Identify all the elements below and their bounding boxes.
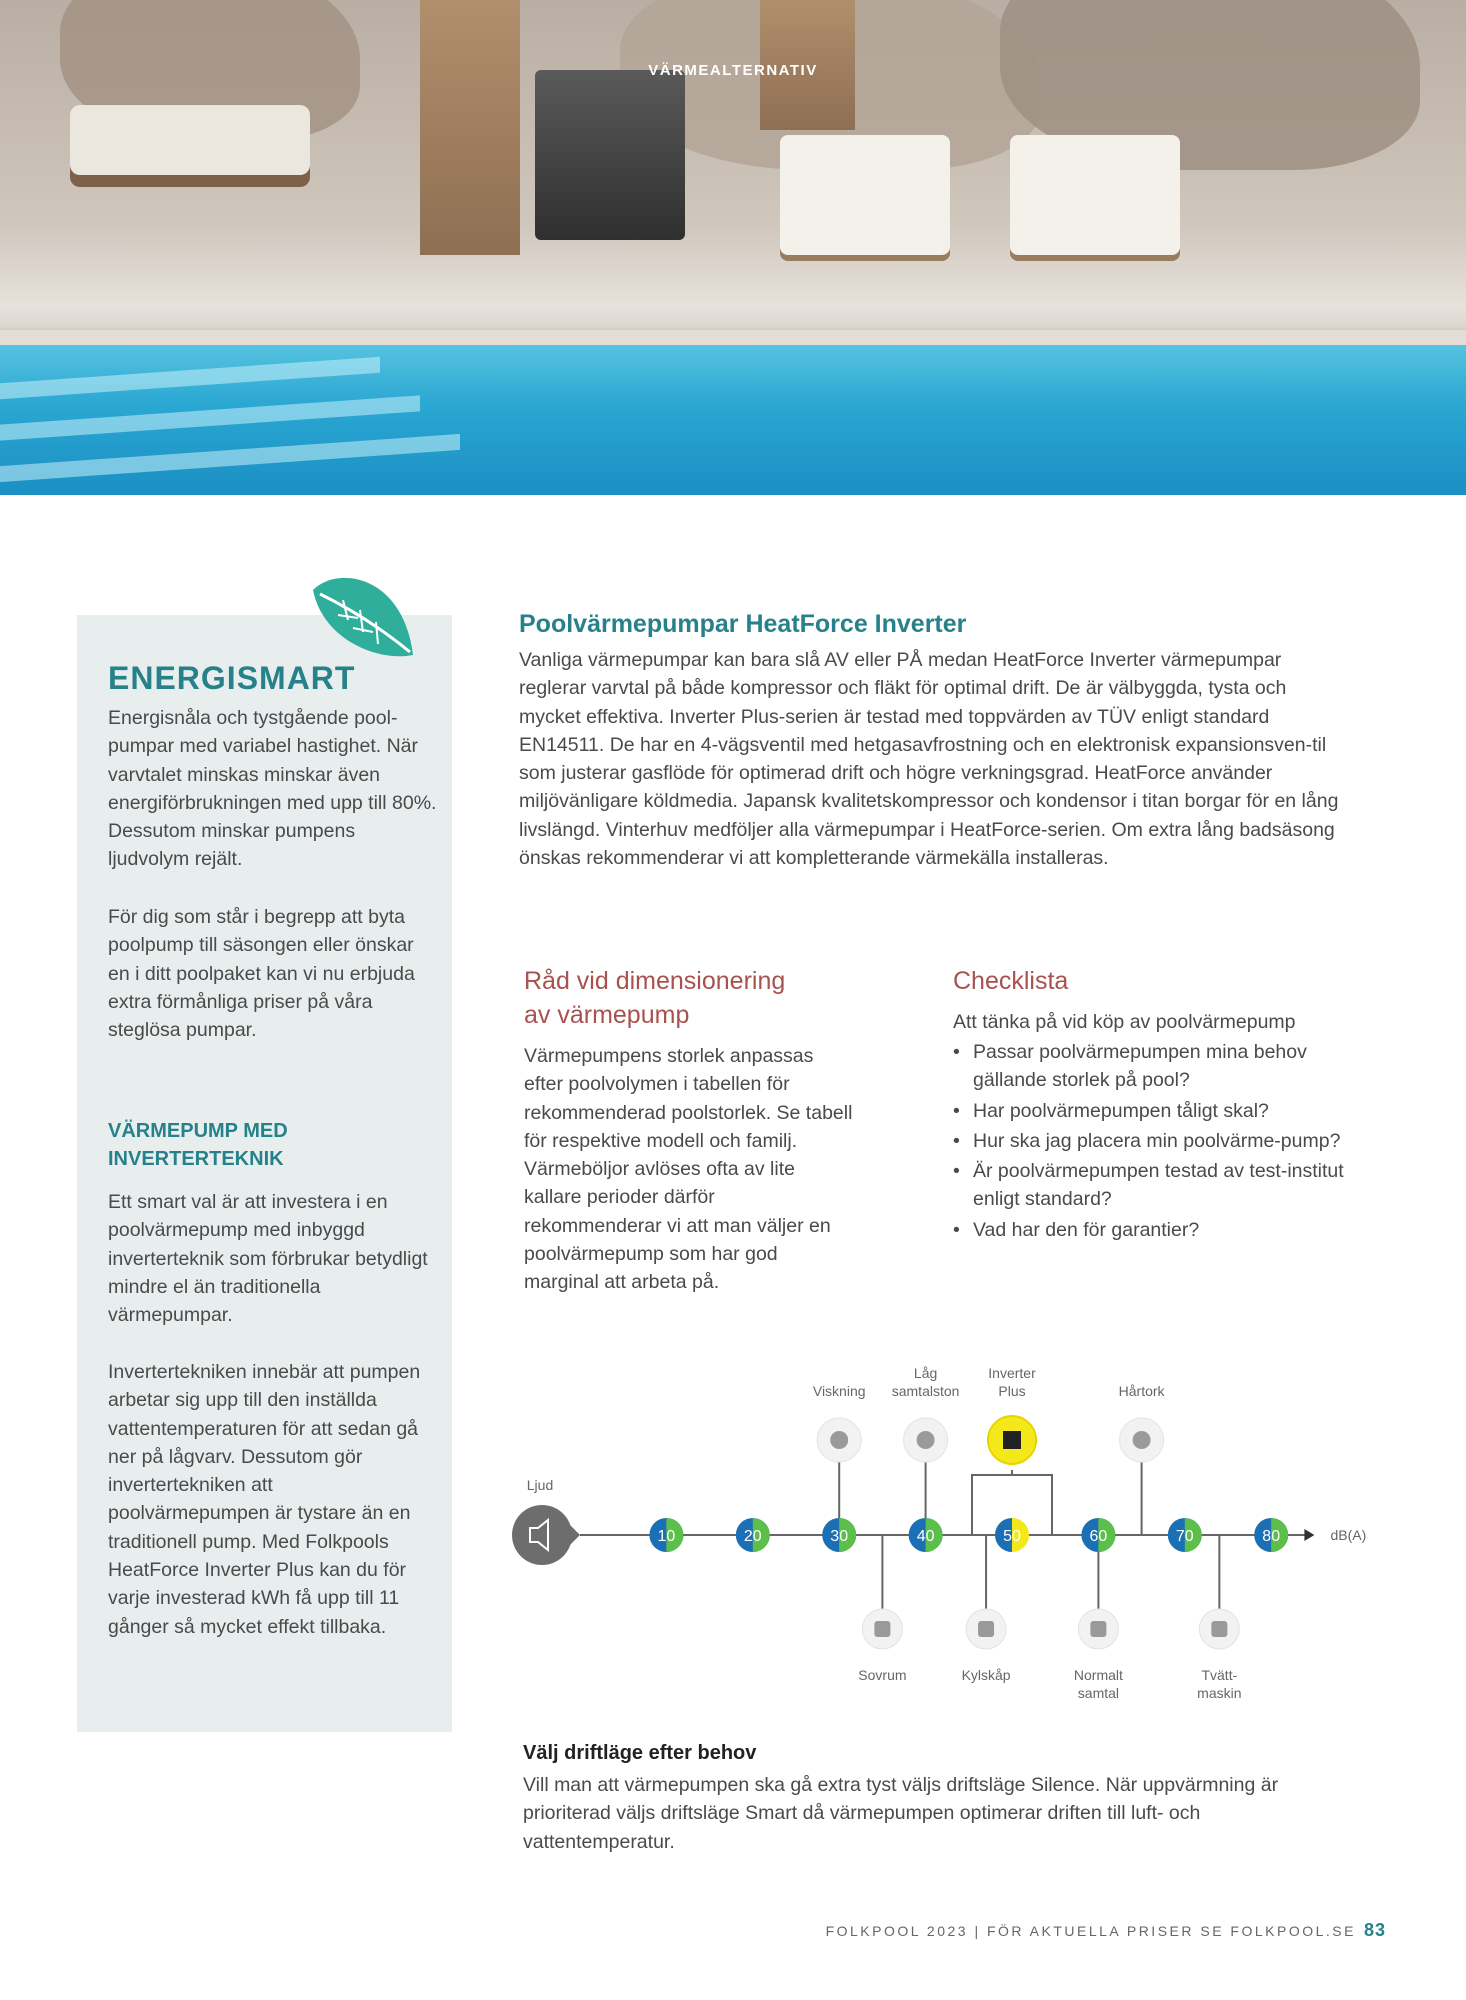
sidebar-paragraph-4: Invertertekniken innebär att pumpen arbetar sig upp till den inställda vattentemperaturen för att sedan gå ner på lågvarv. Dessutom gör invertertekniken att poolvärmepumpen är tystare än en traditionell pump. Med Folkpools HeatForce Inverter Plus kan du för varje investerad kWh få upp till 11 gånger så mycket effekt tillbaka. bbox=[108, 1361, 421, 1638]
axis-arrow bbox=[1304, 1529, 1314, 1541]
page-footer bbox=[826, 1920, 1386, 1941]
marker-label: Viskning bbox=[812, 1383, 866, 1399]
section-label: VÄRMEALTERNATIV bbox=[648, 62, 818, 79]
checklist-item: • Vad har den för garantier? bbox=[953, 1216, 1353, 1244]
footer-text: FOLKPOOL 2023 | FÖR AKTUELLA PRISER SE FOLKPOOL.SE bbox=[825, 1923, 1356, 1939]
marker-label: Tvätt- bbox=[1201, 1667, 1238, 1683]
page-number: 83 bbox=[1363, 1920, 1386, 1940]
sound-source-icon-glyph bbox=[1211, 1621, 1227, 1637]
marker-label: samtal bbox=[1077, 1685, 1120, 1701]
sound-source-icon-glyph bbox=[917, 1431, 935, 1449]
sound-source-icon-glyph bbox=[830, 1431, 848, 1449]
sound-source-icon-glyph bbox=[1090, 1621, 1106, 1637]
db-tick-label: 60 bbox=[1089, 1528, 1108, 1545]
leaf-icon bbox=[308, 570, 418, 665]
db-tick-label: 80 bbox=[1262, 1528, 1281, 1545]
db-tick-label: 20 bbox=[743, 1528, 762, 1545]
db-tick-label: 50 bbox=[1003, 1528, 1021, 1545]
main-paragraph: Vanliga värmepumpar kan bara slå AV eller PÅ medan HeatForce Inverter värmepumpar reglerar varvtal på både kompressor och fläkt för optimal drift. De är välbyggda, tysta och mycket effektiva. Inverter Plus-serien är testad med toppvärden av TÜV enligt standard EN14511. De har en 4-vägsventil med hetgasavfrostning och en elektronisk expansionsven-til som justerar gasflöde för optimerad drift och högre verkningsgrad. HeatForce använder miljövänligare köldmedia. Japansk kvalitetskompressor och kondensor i titan borgar för en lång livslängd. Vinterhuv medföljer alla värmepumpar i HeatForce-serien. Om extra lång badsäsong önskas rekommenderar vi att kompletterande värmekälla installeras. bbox=[519, 649, 1339, 870]
drift-paragraph: Vill man att värmepumpen ska gå extra tyst väljs driftsläge Silence. När uppvärmning är prioriterad väljs driftsläge Smart då värmepumpen optimerar driften till luft- och vattentemperatur. bbox=[523, 1774, 1279, 1853]
dimension-paragraph: Värmepumpens storlek anpassas efter poolvolymen i tabellen för rekommenderad poolstorlek. Se tabell för respektive modell och familj. Värmeböljor avlöses ofta av lite kallare perioder därför rekommenderar vi att man väljer en poolvärmepump som har god marginal att arbeta på. bbox=[524, 1045, 853, 1294]
start-label: Ljud bbox=[526, 1477, 554, 1493]
dimension-title-line-1: Råd vid dimensionering bbox=[524, 967, 786, 995]
sound-source-icon-glyph bbox=[1133, 1431, 1151, 1449]
speaker-pointer bbox=[570, 1525, 580, 1545]
marker-label: Kylskåp bbox=[961, 1667, 1011, 1683]
noise-level-chart bbox=[500, 1360, 1400, 1710]
db-tick-label: 70 bbox=[1175, 1528, 1194, 1545]
marker-label: Låg bbox=[913, 1365, 938, 1381]
checklist-title: Checklista bbox=[953, 967, 1069, 995]
marker-label: Normalt bbox=[1073, 1667, 1123, 1683]
drift-title: Välj driftläge efter behov bbox=[523, 1742, 757, 1764]
marker-label: Sovrum bbox=[858, 1667, 907, 1683]
checklist-item: • Har poolvärmepumpen tåligt skal? bbox=[953, 1097, 1353, 1125]
db-tick-label: 30 bbox=[830, 1528, 849, 1545]
checklist bbox=[953, 1038, 1353, 1246]
sidebar-title: ENERGISMART bbox=[108, 660, 356, 696]
hero-photo bbox=[0, 0, 1466, 495]
marker-label: Inverter bbox=[988, 1365, 1036, 1381]
sidebar-paragraph-1: Energisnåla och tystgående pool-pumpar med variabel hastighet. När varvtalet minskas minskar även energiförbrukningen med upp till 80%. Dessutom minskar pumpens ljudvolym rejält. bbox=[108, 707, 437, 871]
marker-label: Hårtork bbox=[1118, 1383, 1165, 1399]
checklist-item: • Hur ska jag placera min poolvärme-pump? bbox=[953, 1127, 1353, 1155]
axis-unit-label: dB(A) bbox=[1330, 1527, 1367, 1543]
db-tick-label: 40 bbox=[916, 1528, 935, 1545]
marker-label: maskin bbox=[1197, 1685, 1242, 1701]
checklist-intro: Att tänka på vid köp av poolvärmepump bbox=[953, 1011, 1296, 1033]
main-title: Poolvärmepumpar HeatForce Inverter bbox=[519, 610, 967, 638]
speaker-icon bbox=[512, 1505, 572, 1565]
sidebar-paragraph-2: För dig som står i begrepp att byta poolpump till säsongen eller önskar en i ditt poolpaket kan vi nu erbjuda extra förmånliga priser på våra steglösa pumpar. bbox=[108, 906, 415, 1042]
sound-source-icon-glyph bbox=[874, 1621, 890, 1637]
sidebar-paragraph-3: Ett smart val är att investera i en poolvärmepump med inbyggd inverterteknik som förbrukar betydligt mindre el än traditionella värmepumpar. bbox=[108, 1191, 428, 1327]
dimension-title-line-2: av värmepump bbox=[524, 1001, 690, 1029]
checklist-item: • Är poolvärmepumpen testad av test-institut enligt standard? bbox=[953, 1157, 1353, 1214]
db-tick-label: 10 bbox=[657, 1528, 676, 1545]
checklist-item: • Passar poolvärmepumpen mina behov gällande storlek på pool? bbox=[953, 1038, 1353, 1095]
sidebar-subheading: VÄRMEPUMP MED INVERTERTEKNIK bbox=[108, 1120, 288, 1170]
marker-label: Plus bbox=[998, 1383, 1026, 1399]
inverter-unit-icon bbox=[1003, 1431, 1021, 1449]
marker-label: samtalston bbox=[891, 1383, 960, 1399]
sound-source-icon-glyph bbox=[978, 1621, 994, 1637]
